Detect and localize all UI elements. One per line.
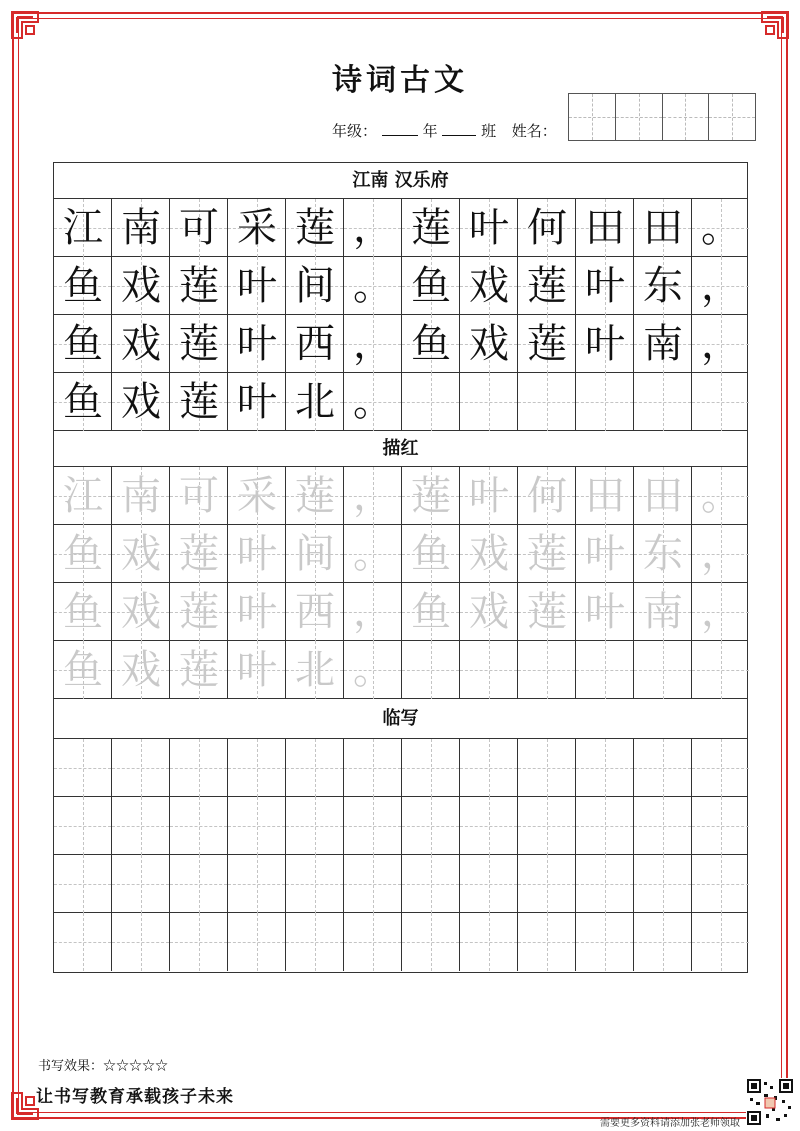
page-title: 诗词古文 — [332, 63, 468, 98]
poem-character: 北 — [295, 379, 335, 425]
grid-cell[interactable] — [692, 797, 749, 855]
grid-cell[interactable] — [54, 797, 112, 855]
grid-cell[interactable] — [402, 525, 460, 583]
grid-cell[interactable] — [460, 373, 518, 431]
grid-cell[interactable] — [228, 739, 286, 797]
trace-character: 北 — [295, 647, 335, 693]
poem-character: 莲 — [527, 263, 567, 309]
trace-character: 叶 — [469, 473, 509, 519]
poem-character: 鱼 — [63, 379, 103, 425]
grid-cell[interactable] — [286, 797, 344, 855]
grid-cell[interactable] — [518, 641, 576, 699]
poem-character: 戏 — [121, 379, 161, 425]
grid-cell[interactable] — [228, 199, 286, 257]
name-label: 姓名： — [511, 122, 557, 140]
grid-cell[interactable] — [286, 641, 344, 699]
grid-cell[interactable] — [112, 797, 170, 855]
grid-cell[interactable] — [112, 199, 170, 257]
trace-character: ， — [701, 589, 741, 635]
grid-cell[interactable] — [228, 855, 286, 913]
grid-cell[interactable] — [286, 467, 344, 525]
grid-cell[interactable] — [576, 525, 634, 583]
poem-character: 叶 — [585, 263, 625, 309]
trace-character: 南 — [643, 589, 683, 635]
grid-cell[interactable] — [402, 315, 460, 373]
trace-section-title: 描红 — [54, 431, 747, 467]
name-box[interactable] — [569, 94, 616, 140]
grid-cell[interactable] — [692, 525, 749, 583]
grid-row — [54, 797, 747, 855]
poem-character — [634, 373, 692, 431]
grid-cell[interactable] — [576, 641, 634, 699]
grid-cell[interactable] — [170, 525, 228, 583]
grid-cell[interactable] — [634, 739, 692, 797]
grid-cell[interactable] — [54, 855, 112, 913]
grid-row — [54, 373, 747, 431]
grid-cell[interactable] — [576, 913, 634, 971]
trace-character — [634, 641, 692, 699]
grid-cell[interactable] — [112, 257, 170, 315]
poem-character: 叶 — [469, 205, 509, 251]
poem-character — [518, 373, 576, 431]
poem-character: 叶 — [237, 379, 277, 425]
trace-character — [692, 641, 750, 699]
grid-cell[interactable] — [228, 257, 286, 315]
grid-cell[interactable] — [692, 583, 749, 641]
grid-cell[interactable] — [170, 583, 228, 641]
grid-cell[interactable] — [344, 797, 402, 855]
grid-cell[interactable] — [460, 739, 518, 797]
grid-cell[interactable] — [286, 583, 344, 641]
grid-cell[interactable] — [170, 855, 228, 913]
grid-cell[interactable] — [286, 199, 344, 257]
grid-row — [54, 467, 747, 525]
grid-cell[interactable] — [692, 739, 749, 797]
grid-cell[interactable] — [402, 739, 460, 797]
writing-rating — [38, 1055, 168, 1074]
grid-cell[interactable] — [634, 467, 692, 525]
grid-cell[interactable] — [634, 257, 692, 315]
grid-cell[interactable] — [112, 855, 170, 913]
grid-cell[interactable] — [112, 913, 170, 971]
grid-cell[interactable] — [692, 467, 749, 525]
name-box[interactable] — [616, 94, 663, 140]
grid-cell[interactable] — [228, 797, 286, 855]
grid-cell[interactable] — [344, 583, 402, 641]
grid-cell[interactable] — [402, 583, 460, 641]
trace-character: 可 — [179, 473, 219, 519]
trace-character: 叶 — [585, 589, 625, 635]
trace-character: ， — [353, 473, 393, 519]
name-box[interactable] — [663, 94, 710, 140]
grade-label: 年级： — [332, 122, 378, 140]
grid-cell[interactable] — [460, 855, 518, 913]
grid-cell[interactable] — [54, 525, 112, 583]
grade-year-blank[interactable] — [382, 121, 418, 136]
poem-character: ， — [353, 205, 393, 251]
class-suffix: 班 — [481, 122, 497, 140]
trace-character: 鱼 — [63, 531, 103, 577]
copy-section-title: 临写 — [54, 699, 747, 739]
poem-character: ， — [353, 321, 393, 367]
grid-cell[interactable] — [634, 373, 692, 431]
grid-cell[interactable] — [634, 583, 692, 641]
poem-character — [692, 373, 750, 431]
grid-cell[interactable] — [402, 199, 460, 257]
trace-character: 南 — [121, 473, 161, 519]
trace-character — [460, 641, 518, 699]
grid-cell[interactable] — [460, 641, 518, 699]
grid-cell[interactable] — [402, 855, 460, 913]
grid-cell[interactable] — [402, 467, 460, 525]
grid-cell[interactable] — [634, 913, 692, 971]
poem-character: 东 — [643, 263, 683, 309]
trace-character: 田 — [585, 473, 625, 519]
grid-cell[interactable] — [460, 199, 518, 257]
grid-cell[interactable] — [54, 467, 112, 525]
poem-character: 戏 — [469, 321, 509, 367]
rating-stars[interactable]: ☆☆☆☆☆ — [103, 1059, 169, 1074]
grid-row — [54, 315, 747, 373]
trace-character: 田 — [643, 473, 683, 519]
grid-cell[interactable] — [402, 373, 460, 431]
grid-row — [54, 913, 747, 971]
grid-cell[interactable] — [228, 467, 286, 525]
poem-character: 采 — [237, 205, 277, 251]
trace-character: 鱼 — [411, 531, 451, 577]
grid-cell[interactable] — [54, 257, 112, 315]
trace-character: 戏 — [121, 589, 161, 635]
qr-note: 需要更多资料请添加张老师领取 — [600, 1118, 740, 1129]
trace-character: 。 — [701, 473, 741, 519]
poem-character: 可 — [179, 205, 219, 251]
grid-row — [54, 257, 747, 315]
trace-character: 莲 — [179, 647, 219, 693]
trace-character: 鱼 — [411, 589, 451, 635]
grid-cell[interactable] — [692, 199, 749, 257]
grid-cell[interactable] — [576, 855, 634, 913]
corner-ornament-top-right — [752, 8, 792, 48]
grid-cell[interactable] — [518, 583, 576, 641]
trace-character: 东 — [643, 531, 683, 577]
poem-character: 。 — [701, 205, 741, 251]
trace-character: 莲 — [527, 531, 567, 577]
grid-cell[interactable] — [344, 467, 402, 525]
grid-cell[interactable] — [576, 797, 634, 855]
grid-cell[interactable] — [402, 797, 460, 855]
grid-cell[interactable] — [344, 315, 402, 373]
grid-cell[interactable] — [518, 257, 576, 315]
trace-character: 莲 — [179, 531, 219, 577]
poem-character: 叶 — [237, 321, 277, 367]
grid-cell[interactable] — [576, 583, 634, 641]
poem-character: 叶 — [585, 321, 625, 367]
grid-cell[interactable] — [576, 257, 634, 315]
poem-character: 鱼 — [63, 263, 103, 309]
grid-cell[interactable] — [692, 315, 749, 373]
grid-cell[interactable] — [460, 913, 518, 971]
grid-cell[interactable] — [54, 641, 112, 699]
grid-cell[interactable] — [54, 583, 112, 641]
poem-character: 叶 — [237, 263, 277, 309]
grid-cell[interactable] — [54, 913, 112, 971]
grid-cell[interactable] — [518, 373, 576, 431]
grid-cell[interactable] — [518, 315, 576, 373]
trace-character: 。 — [353, 531, 393, 577]
grid-cell[interactable] — [460, 315, 518, 373]
grid-cell[interactable] — [634, 315, 692, 373]
trace-character: 莲 — [295, 473, 335, 519]
grid-cell[interactable] — [634, 855, 692, 913]
grid-cell[interactable] — [170, 641, 228, 699]
poem-character: 何 — [527, 205, 567, 251]
trace-character: 采 — [237, 473, 277, 519]
grid-cell[interactable] — [460, 525, 518, 583]
trace-character: 鱼 — [63, 589, 103, 635]
poem-character — [460, 373, 518, 431]
poem-character: 莲 — [179, 321, 219, 367]
poem-character: 戏 — [469, 263, 509, 309]
grid-cell[interactable] — [228, 641, 286, 699]
grid-cell[interactable] — [344, 641, 402, 699]
grid-cell[interactable] — [286, 739, 344, 797]
grid-cell[interactable] — [112, 583, 170, 641]
trace-character: 间 — [295, 531, 335, 577]
grid-row — [54, 199, 747, 257]
grid-cell[interactable] — [112, 641, 170, 699]
grid-cell[interactable] — [692, 855, 749, 913]
poem-character: 。 — [353, 263, 393, 309]
name-box[interactable] — [709, 94, 755, 140]
grid-cell[interactable] — [460, 583, 518, 641]
grid-row — [54, 583, 747, 641]
trace-character: 戏 — [121, 531, 161, 577]
grid-cell[interactable] — [460, 467, 518, 525]
poem-character: ， — [701, 321, 741, 367]
corner-ornament-top-left — [8, 8, 48, 48]
trace-character: 。 — [353, 647, 393, 693]
poem-character: 西 — [295, 321, 335, 367]
poem-character: 。 — [353, 379, 393, 425]
grid-cell[interactable] — [518, 467, 576, 525]
grid-cell[interactable] — [54, 739, 112, 797]
grid-cell[interactable] — [228, 373, 286, 431]
student-info-line — [332, 120, 557, 141]
poem-character: 莲 — [295, 205, 335, 251]
grid-cell[interactable] — [634, 797, 692, 855]
poem-character: 鱼 — [411, 263, 451, 309]
grid-cell[interactable] — [170, 315, 228, 373]
trace-character: 西 — [295, 589, 335, 635]
grid-cell[interactable] — [460, 257, 518, 315]
grid-cell[interactable] — [286, 855, 344, 913]
class-blank[interactable] — [442, 121, 476, 136]
trace-character: 戏 — [121, 647, 161, 693]
trace-character: 鱼 — [63, 647, 103, 693]
grid-cell[interactable] — [344, 739, 402, 797]
grid-row — [54, 855, 747, 913]
grid-cell[interactable] — [518, 525, 576, 583]
trace-character: 戏 — [469, 531, 509, 577]
trace-character — [576, 641, 634, 699]
grid-row — [54, 739, 747, 797]
grid-cell[interactable] — [344, 525, 402, 583]
grid-cell[interactable] — [170, 257, 228, 315]
grid-cell[interactable] — [112, 315, 170, 373]
grid-cell[interactable] — [344, 199, 402, 257]
poem-character: 田 — [643, 205, 683, 251]
poem-character — [402, 373, 460, 431]
grid-cell[interactable] — [286, 257, 344, 315]
poem-character: 江 — [63, 205, 103, 251]
grid-cell[interactable] — [576, 315, 634, 373]
trace-character: 莲 — [527, 589, 567, 635]
grid-cell[interactable] — [518, 199, 576, 257]
grid-cell[interactable] — [286, 373, 344, 431]
grid-cell[interactable] — [692, 373, 749, 431]
grid-cell[interactable] — [518, 739, 576, 797]
poem-character: 鱼 — [63, 321, 103, 367]
grid-cell[interactable] — [576, 199, 634, 257]
year-suffix: 年 — [422, 122, 438, 140]
poem-character: 莲 — [179, 379, 219, 425]
grid-cell[interactable] — [518, 797, 576, 855]
grid-cell[interactable] — [228, 315, 286, 373]
grid-cell[interactable] — [518, 855, 576, 913]
trace-character: 莲 — [411, 473, 451, 519]
trace-character: 叶 — [237, 589, 277, 635]
grid-cell[interactable] — [286, 315, 344, 373]
grid-cell[interactable] — [112, 739, 170, 797]
poem-character: 莲 — [527, 321, 567, 367]
grid-cell[interactable] — [286, 913, 344, 971]
trace-character: ， — [701, 531, 741, 577]
grid-row — [54, 641, 747, 699]
trace-character — [402, 641, 460, 699]
grid-cell[interactable] — [170, 913, 228, 971]
grid-cell[interactable] — [692, 641, 749, 699]
poem-character: 间 — [295, 263, 335, 309]
practice-sheet — [53, 162, 748, 973]
slogan: 让书写教育承载孩子未来 — [36, 1087, 234, 1107]
grid-cell[interactable] — [170, 467, 228, 525]
trace-character — [518, 641, 576, 699]
grid-cell[interactable] — [54, 315, 112, 373]
grid-cell[interactable] — [692, 913, 749, 971]
grid-cell[interactable] — [228, 525, 286, 583]
name-writing-boxes[interactable] — [568, 93, 756, 141]
grid-cell[interactable] — [344, 855, 402, 913]
grid-cell[interactable] — [228, 913, 286, 971]
rating-label: 书写效果： — [38, 1059, 104, 1074]
grid-cell[interactable] — [576, 739, 634, 797]
grid-cell[interactable] — [344, 913, 402, 971]
poem-character: 南 — [643, 321, 683, 367]
grid-cell[interactable] — [170, 199, 228, 257]
grid-cell[interactable] — [692, 257, 749, 315]
grid-cell[interactable] — [460, 797, 518, 855]
trace-character: 莲 — [179, 589, 219, 635]
grid-cell[interactable] — [112, 525, 170, 583]
grid-cell[interactable] — [402, 257, 460, 315]
grid-cell[interactable] — [170, 373, 228, 431]
poem-character: 田 — [585, 205, 625, 251]
grid-cell[interactable] — [634, 525, 692, 583]
grid-cell[interactable] — [634, 199, 692, 257]
grid-cell[interactable] — [402, 641, 460, 699]
grid-cell[interactable] — [576, 467, 634, 525]
trace-character: 叶 — [237, 531, 277, 577]
trace-character: 江 — [63, 473, 103, 519]
grid-cell[interactable] — [170, 739, 228, 797]
grid-cell[interactable] — [344, 257, 402, 315]
grid-cell[interactable] — [228, 583, 286, 641]
trace-character: 叶 — [237, 647, 277, 693]
grid-cell[interactable] — [576, 373, 634, 431]
grid-cell[interactable] — [170, 797, 228, 855]
grid-cell[interactable] — [54, 199, 112, 257]
grid-cell[interactable] — [112, 373, 170, 431]
poem-section-title: 江南 汉乐府 — [54, 163, 747, 199]
poem-character: 南 — [121, 205, 161, 251]
poem-character: ， — [701, 263, 741, 309]
poem-character: 鱼 — [411, 321, 451, 367]
trace-character: 叶 — [585, 531, 625, 577]
grid-cell[interactable] — [112, 467, 170, 525]
trace-character: ， — [353, 589, 393, 635]
poem-character: 莲 — [179, 263, 219, 309]
qr-code-icon — [746, 1078, 794, 1126]
poem-character — [576, 373, 634, 431]
grid-cell[interactable] — [54, 373, 112, 431]
poem-character: 戏 — [121, 263, 161, 309]
trace-character: 戏 — [469, 589, 509, 635]
grid-cell[interactable] — [634, 641, 692, 699]
grid-cell[interactable] — [518, 913, 576, 971]
poem-character: 莲 — [411, 205, 451, 251]
grid-cell[interactable] — [286, 525, 344, 583]
grid-cell[interactable] — [402, 913, 460, 971]
grid-row — [54, 525, 747, 583]
trace-character: 何 — [527, 473, 567, 519]
poem-character: 戏 — [121, 321, 161, 367]
grid-cell[interactable] — [344, 373, 402, 431]
